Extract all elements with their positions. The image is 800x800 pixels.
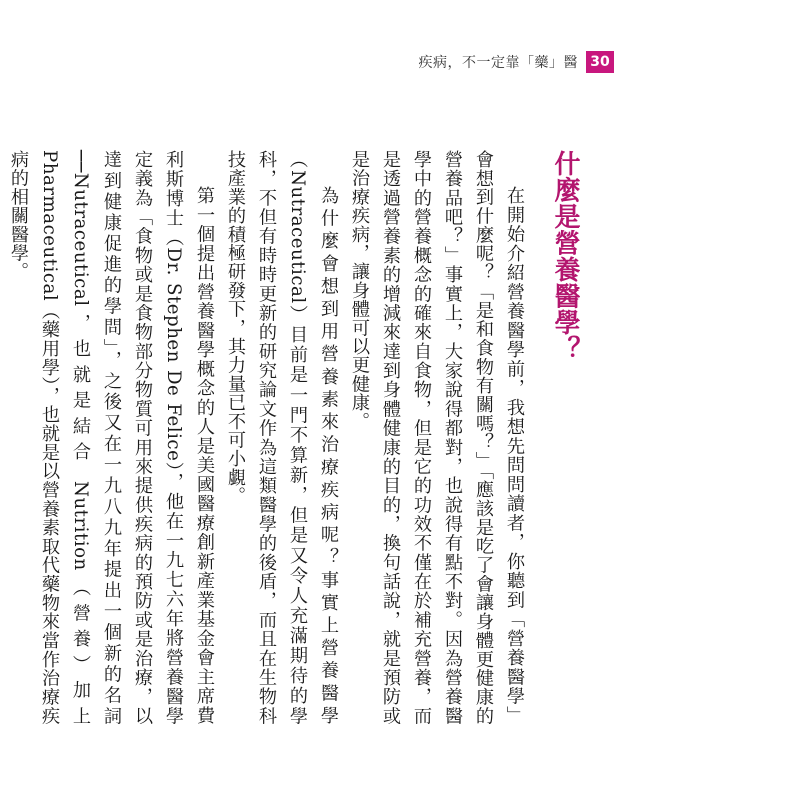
vertical-text-body [8,150,582,725]
running-title: 疾病，不一定靠「藥」醫 [418,55,578,71]
paragraph-1: 在開始介紹營養醫學前，我想先問問讀者，你聽到「營養醫學」會想到什麼呢？「是和食物有關嗎？」「應該是吃了會讓身體更健康的營養品吧？」事實上，大家說得都對，也說得有點不對。因為營養醫學中的營養概念的確來自食物，但是它的功效不僅在於補充營養，而是透過營養素的增減來達到身體健康的目的，換句話說，就是預防或是治療疾病，讓身體可以更健康。 [349,150,525,725]
page-number: 30 [586,51,614,73]
section-heading: 什麼是營養醫學？ [550,150,580,362]
paragraph-2: 為什麼會想到用營養素來治療疾病呢？事實上營養醫學（Nutraceutical）目前是一門不算新，但是又令人充滿期待的學科，不但有時時更新的研究論文作為這類醫學的後盾，而且在生物科技產業的積極研發下，其力量已不可小覷。 [225,150,339,725]
paragraph-3: 第一個提出營養醫學概念的人是美國醫療創新產業基金會主席費利斯博士（Dr. Stephen De Felice），他在一九七六年將營養醫學定義為「食物或是食物部分物質可用來提供疾病的預防或是治療，以達到健康促進的學問」，之後又在一九八九年提出一個新的名詞──Nutraceutical，也就是結合 Nutrition（營養）加上 Pharmaceutical（藥用學），也就是以營養素取代藥物來當作治療疾病的相關醫學。 [8,150,215,725]
running-header [419,51,615,73]
